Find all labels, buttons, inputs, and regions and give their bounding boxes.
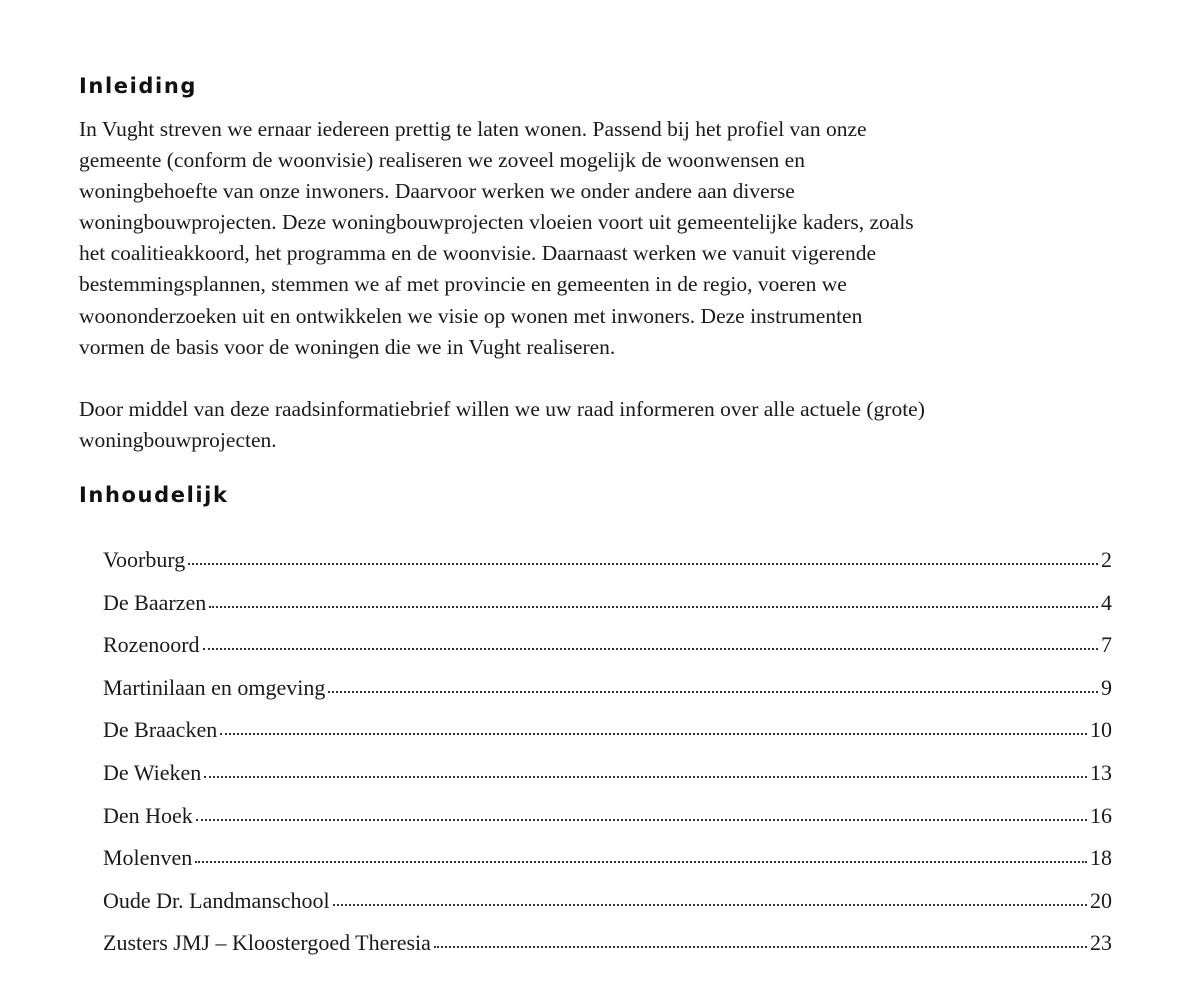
toc-entry-de-baarzen[interactable]	[103, 590, 1112, 633]
toc-entry-page: 2	[1101, 547, 1112, 572]
toc-entry-molenven[interactable]	[103, 845, 1112, 888]
toc-entry-title: Rozenoord	[103, 632, 200, 658]
section-heading-intro: Inleiding	[79, 74, 198, 98]
dot-leader	[220, 733, 1087, 735]
toc-entry-page: 16	[1090, 802, 1112, 828]
toc-entry-zusters-jmj[interactable]	[103, 930, 1112, 973]
toc-entry-title: De Wieken	[103, 759, 202, 785]
dot-leader	[328, 691, 1098, 693]
toc-entry-page: 23	[1090, 930, 1112, 956]
toc-entry-voorburg[interactable]	[103, 547, 1112, 590]
paragraph-line: woononderzoeken uit en ontwikkelen we visie op wonen met inwoners. Deze instrumenten	[79, 303, 863, 328]
toc-entry-page: 20	[1090, 887, 1112, 913]
paragraph-line: het coalitieakkoord, het programma en de woonvisie. Daarnaast werken we vanuit vigerende	[79, 241, 876, 266]
intro-paragraph	[79, 114, 1119, 363]
paragraph-line: Door middel van deze raadsinformatiebrief willen we uw raad informeren over alle actuele (grote)	[79, 397, 925, 421]
paragraph-line: woningbouwprojecten.	[79, 428, 277, 453]
dot-leader	[333, 904, 1087, 906]
purpose-paragraph	[79, 394, 1119, 456]
toc-entry-title: Oude Dr. Landmanschool	[103, 887, 330, 913]
paragraph-line: gemeente (conform de woonvisie) realiseren we zoveel mogelijk de woonwensen en	[79, 148, 805, 173]
dot-leader	[188, 563, 1098, 565]
toc-entry-page: 13	[1090, 759, 1112, 785]
paragraph-line: woningbehoefte van onze inwoners. Daarvoor werken we onder andere aan diverse	[79, 179, 795, 204]
toc-entry-title: Den Hoek	[103, 802, 193, 828]
toc-entry-oude-dr-landmanschool[interactable]	[103, 888, 1112, 931]
toc-entry-page: 7	[1101, 632, 1112, 658]
toc-entry-de-wieken[interactable]	[103, 760, 1112, 803]
table-of-contents	[103, 547, 1112, 973]
dot-leader	[434, 946, 1087, 948]
toc-entry-rozenoord[interactable]	[103, 632, 1112, 675]
paragraph-line: woningbouwprojecten. Deze woningbouwprojecten vloeien voort uit gemeentelijke kaders, zoals	[79, 210, 914, 235]
dot-leader	[204, 776, 1087, 778]
toc-entry-de-braacken[interactable]	[103, 717, 1112, 760]
toc-entry-title: Voorburg	[103, 547, 186, 572]
toc-entry-page: 10	[1090, 717, 1112, 743]
toc-entry-page: 4	[1101, 589, 1112, 615]
section-heading-contents: Inhoudelijk	[79, 483, 229, 507]
toc-entry-martinilaan[interactable]	[103, 675, 1112, 718]
toc-entry-title: Martinilaan en omgeving	[103, 674, 326, 700]
toc-entry-den-hoek[interactable]	[103, 803, 1112, 846]
toc-entry-page: 18	[1090, 845, 1112, 871]
dot-leader	[209, 606, 1098, 608]
paragraph-line: In Vught streven we ernaar iedereen prettig te laten wonen. Passend bij het profiel van onze	[79, 117, 867, 141]
paragraph-line: vormen de basis voor de woningen die we in Vught realiseren.	[79, 334, 616, 359]
toc-entry-title: De Braacken	[103, 717, 218, 743]
dot-leader	[203, 648, 1098, 650]
toc-entry-title: De Baarzen	[103, 589, 207, 615]
paragraph-line: bestemmingsplannen, stemmen we af met provincie en gemeenten in de regio, voeren we	[79, 272, 847, 297]
toc-entry-title: Zusters JMJ – Kloostergoed Theresia	[103, 930, 431, 956]
toc-entry-page: 9	[1101, 674, 1112, 700]
toc-entry-title: Molenven	[103, 845, 193, 871]
dot-leader	[195, 861, 1087, 863]
dot-leader	[196, 819, 1087, 821]
